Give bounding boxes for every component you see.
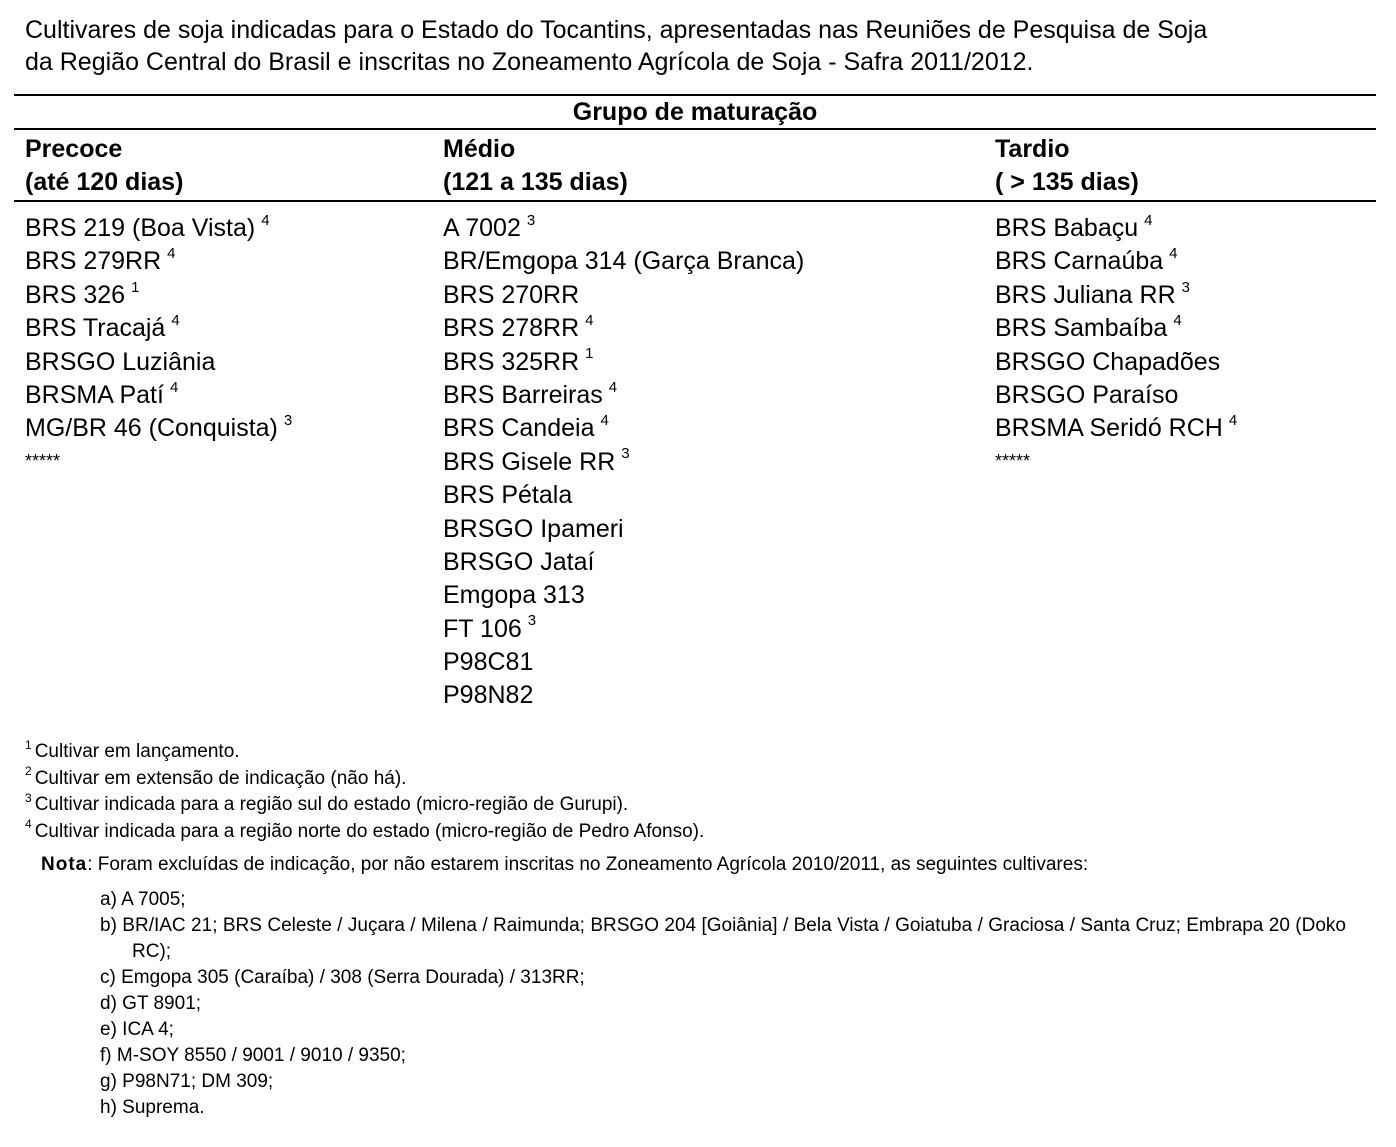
cultivar-item xyxy=(995,446,1237,479)
cultivar-item xyxy=(25,279,292,312)
cultivar-name: FT 106 xyxy=(443,614,522,643)
cultivar-item xyxy=(443,579,804,612)
footnote-ref: 3 xyxy=(1181,278,1190,296)
cultivar-name: BRS Babaçu xyxy=(995,214,1139,242)
cultivar-item xyxy=(995,379,1237,412)
footnote-ref: 4 xyxy=(169,378,179,396)
cultivar-name: BRSGO Luziânia xyxy=(25,347,216,376)
column-medio xyxy=(443,212,804,713)
footnote-ref: 4 xyxy=(1173,311,1182,329)
cultivar-name: BRS Carnaúba xyxy=(995,247,1164,276)
column-name: Médio xyxy=(443,135,516,163)
footnotes xyxy=(25,739,704,845)
cultivar-item xyxy=(995,279,1237,312)
group-title: Grupo de maturação xyxy=(572,98,818,126)
cultivar-item xyxy=(25,245,292,278)
cultivar-item xyxy=(443,346,804,379)
cultivar-name: MG/BR 46 (Conquista) xyxy=(25,414,278,443)
footnote-ref: 3 xyxy=(621,445,630,463)
cultivar-name: BRSGO Chapadões xyxy=(995,347,1221,376)
nota-label: Nota xyxy=(41,854,88,875)
footnote xyxy=(25,819,704,846)
cultivar-item xyxy=(25,446,292,479)
cultivar-item xyxy=(443,646,804,679)
cultivar-name: BRS Pétala xyxy=(443,481,573,510)
cultivar-item xyxy=(443,546,804,579)
footnote-ref: 3 xyxy=(526,211,536,229)
footnote-text: Cultivar indicada para a região sul do estado (micro-região de Gurupi). xyxy=(34,794,629,815)
nota-list xyxy=(100,887,1346,1121)
cultivar-name: P98N82 xyxy=(443,681,534,710)
cultivar-name: BRS Barreiras xyxy=(443,380,603,409)
excluded-cultivar-item: g) P98N71; DM 309; xyxy=(100,1071,274,1092)
cultivar-item xyxy=(995,312,1237,345)
cultivar-name: BRS 219 (Boa Vista) xyxy=(25,214,256,242)
footnote-ref: 4 xyxy=(600,412,609,430)
footnote-ref: 3 xyxy=(283,412,293,430)
cultivar-name: BRS Tracajá xyxy=(25,314,166,343)
cultivar-name: BRS Sambaíba xyxy=(995,314,1168,343)
cultivar-item xyxy=(25,312,292,345)
footnote-ref: 4 xyxy=(1169,245,1178,263)
cultivar-item xyxy=(443,479,804,512)
cultivar-name: P98C81 xyxy=(443,648,534,677)
column-range: ( > 135 dias) xyxy=(995,168,1139,196)
cultivar-name: BRS 326 xyxy=(25,280,126,309)
header-bottom-rule xyxy=(14,200,1376,202)
cultivar-item xyxy=(443,212,804,245)
cultivar-item xyxy=(443,379,804,412)
cultivar-name: ***** xyxy=(995,450,1031,471)
footnote-mark: 3 xyxy=(25,790,32,805)
excluded-cultivar-item: h) Suprema. xyxy=(100,1097,205,1118)
cultivar-name: BRS 270RR xyxy=(443,280,580,309)
footnote-text: Cultivar indicada para a região norte do estado (micro-região de Pedro Afonso). xyxy=(34,820,705,842)
cultivar-name: BRS Candeia xyxy=(443,414,595,443)
cultivar-item xyxy=(995,212,1237,245)
footnote xyxy=(25,739,704,766)
cultivar-name: Emgopa 313 xyxy=(443,581,585,610)
column-precoce xyxy=(25,212,292,479)
cultivar-item xyxy=(25,412,292,445)
footnote xyxy=(25,766,704,793)
caption-line-1: Cultivares de soja indicadas para o Estado do Tocantins, apresentadas nas Reuniões de Pesquisa de Soja xyxy=(25,16,1208,44)
column-range: (até 120 dias) xyxy=(25,168,184,196)
excluded-cultivar-item: f) M-SOY 8550 / 9001 / 9010 / 9350; xyxy=(100,1045,406,1066)
caption-line-2: da Região Central do Brasil e inscritas no Zoneamento Agrícola de Soja - Safra 2011/2012. xyxy=(25,48,1034,76)
cultivar-name: BR/Emgopa 314 (Garça Branca) xyxy=(443,247,805,276)
cultivar-item xyxy=(443,446,804,479)
cultivar-item xyxy=(25,212,292,245)
footnote-ref: 4 xyxy=(167,245,176,263)
cultivar-item xyxy=(443,513,804,546)
footnote-text: Cultivar em lançamento. xyxy=(34,741,240,762)
cultivar-item xyxy=(995,346,1237,379)
cultivar-item xyxy=(25,346,292,379)
column-header-tardio xyxy=(995,133,1139,199)
cultivar-item xyxy=(25,379,292,412)
excluded-cultivar-item: c) Emgopa 305 (Caraíba) / 308 (Serra Dourada) / 313RR; xyxy=(100,967,585,988)
group-title-rule xyxy=(14,128,1376,130)
excluded-cultivar-item: e) ICA 4; xyxy=(100,1019,174,1040)
excluded-cultivar-item: b) BR/IAC 21; BRS Celeste / Juçara / Milena / Raimunda; BRSGO 204 [Goiânia] / Bela Vista / Goiatuba / Graciosa / Santa Cruz; Embrapa 20 (Doko RC); xyxy=(100,915,1346,962)
excluded-cultivar-item: a) A 7005; xyxy=(100,889,186,910)
cultivar-name: BRS 325RR xyxy=(443,347,580,376)
column-name: Tardio xyxy=(995,135,1070,163)
footnote-ref: 4 xyxy=(585,311,594,329)
table-caption xyxy=(25,14,1365,78)
column-header-medio xyxy=(443,133,628,199)
cultivar-item xyxy=(443,245,804,278)
cultivar-name: BRSMA Patí xyxy=(25,380,164,409)
footnote-ref: 1 xyxy=(585,345,594,363)
footnote-ref: 4 xyxy=(608,378,618,396)
footnote xyxy=(25,792,704,819)
cultivar-item xyxy=(443,312,804,345)
cultivar-name: ***** xyxy=(25,450,61,471)
column-header-precoce xyxy=(25,133,183,199)
column-name: Precoce xyxy=(25,135,123,163)
footnote-mark: 4 xyxy=(25,817,32,832)
cultivar-name: BRSGO Jataí xyxy=(443,547,595,576)
cultivar-item xyxy=(443,279,804,312)
cultivar-item xyxy=(443,613,804,646)
nota-text: : Foram excluídas de indicação, por não estarem inscritas no Zoneamento Agrícola 2010/2011, as seguintes cultivares: xyxy=(87,854,1089,875)
footnote-text: Cultivar em extensão de indicação (não há). xyxy=(34,767,407,789)
footnote-ref: 1 xyxy=(131,278,140,296)
footnote-ref: 4 xyxy=(261,211,270,229)
cultivar-item xyxy=(443,679,804,712)
nota xyxy=(41,852,1361,878)
cultivar-name: BRS Juliana RR xyxy=(995,280,1176,309)
footnote-ref: 4 xyxy=(171,311,180,329)
footnote-ref: 4 xyxy=(1228,412,1238,430)
excluded-cultivar-item: d) GT 8901; xyxy=(100,993,202,1014)
cultivar-name: BRSGO Ipameri xyxy=(443,514,624,543)
column-range: (121 a 135 dias) xyxy=(443,168,628,196)
cultivar-item xyxy=(443,412,804,445)
cultivar-name: BRS 278RR xyxy=(443,314,580,343)
cultivar-name: BRS 279RR xyxy=(25,247,162,276)
cultivar-name: BRSGO Paraíso xyxy=(995,380,1179,409)
column-tardio xyxy=(995,212,1237,479)
footnote-mark: 1 xyxy=(25,737,32,752)
cultivar-item xyxy=(995,412,1237,445)
cultivar-name: A 7002 xyxy=(443,214,521,242)
cultivar-name: BRSMA Seridó RCH xyxy=(995,414,1223,443)
footnote-ref: 4 xyxy=(1144,211,1153,229)
footnote-mark: 2 xyxy=(25,764,32,779)
cultivar-name: BRS Gisele RR xyxy=(443,447,616,476)
cultivar-item xyxy=(995,245,1237,278)
footnote-ref: 3 xyxy=(527,612,537,630)
